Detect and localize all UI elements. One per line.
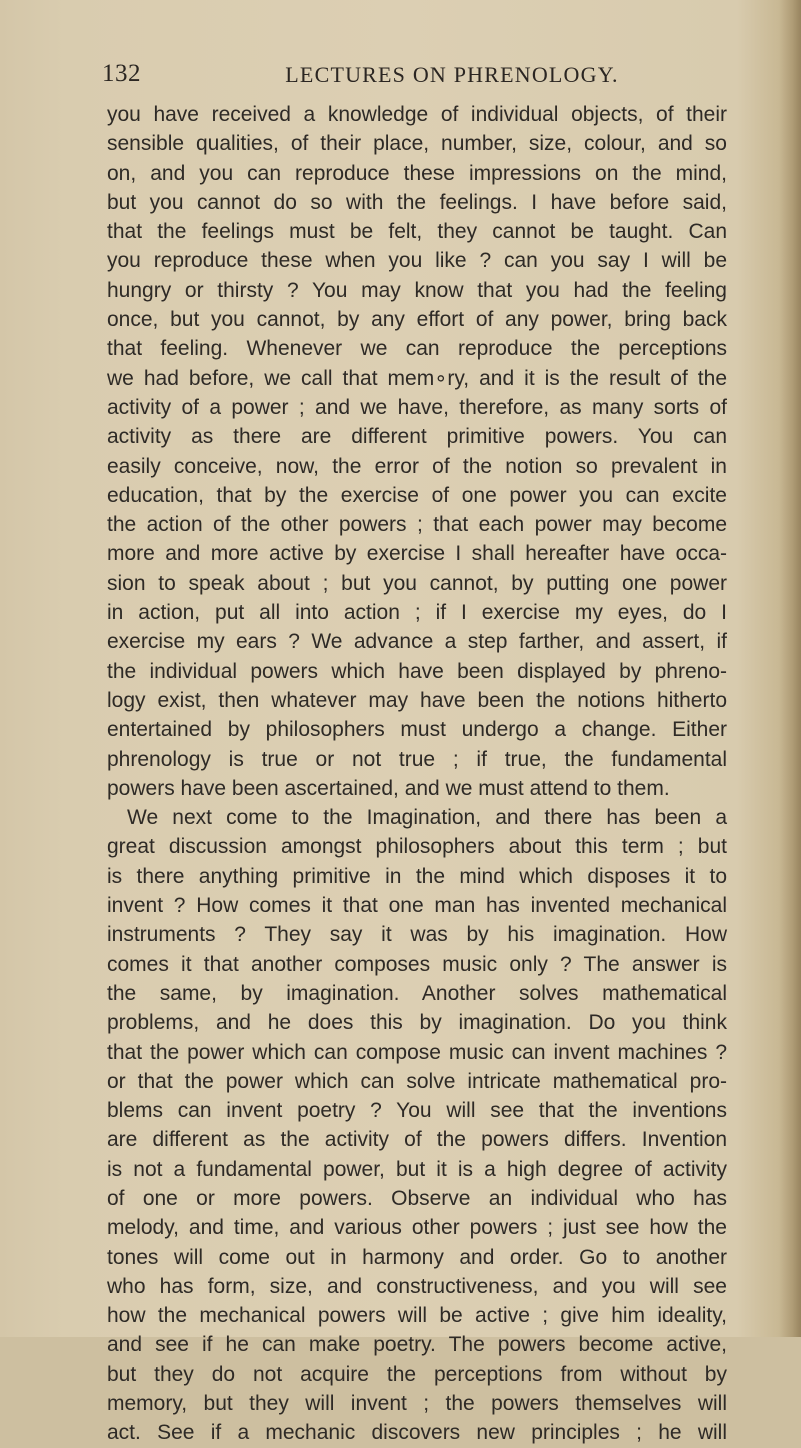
text-line: tones will come out in harmony and order. Go to another (107, 1245, 727, 1269)
text-line: how the mechanical powers will be active ; give him ideality, (107, 1304, 727, 1328)
text-line: powers have been ascertained, and we must attend to them. (107, 776, 670, 800)
text-line: but they do not acquire the perceptions from without by (107, 1362, 727, 1386)
text-line: once, but you cannot, by any effort of any power, bring back (107, 308, 727, 332)
text-line: or that the power which can solve intricate mathematical pro- (107, 1069, 727, 1093)
text-line: blems can invent poetry ? You will see that the inventions (107, 1099, 727, 1123)
text-line: phrenology is true or not true ; if true, the fundamental (107, 747, 727, 771)
text-line: sensible qualities, of their place, number, size, colour, and so (107, 132, 727, 156)
text-line: that the feelings must be felt, they cannot be taught. Can (107, 220, 727, 244)
page-number: 132 (102, 60, 141, 87)
text-line: is there anything primitive in the mind which disposes it to (107, 864, 727, 888)
text-line: the action of the other powers ; that each power may become (107, 513, 727, 537)
body-text (107, 100, 727, 1448)
text-line: that feeling. Whenever we can reproduce the perceptions (107, 337, 727, 361)
text-line: easily conceive, now, the error of the notion so prevalent in (107, 454, 727, 478)
text-line: logy exist, then whatever may have been the notions hitherto (107, 688, 727, 712)
text-line: and see if he can make poetry. The powers become active, (107, 1333, 727, 1357)
text-line: but you cannot do so with the feelings. I have before said, (107, 190, 727, 214)
text-line: the same, by imagination. Another solves mathematical (107, 981, 727, 1005)
text-line: of one or more powers. Observe an individual who has (107, 1186, 727, 1210)
text-line: activity as there are different primitive powers. You can (107, 425, 727, 449)
text-line: hungry or thirsty ? You may know that you had the feeling (107, 278, 727, 302)
text-line: are different as the activity of the powers differs. Invention (107, 1128, 727, 1152)
text-line: memory, but they will invent ; the powers themselves will (107, 1392, 727, 1416)
text-line: comes it that another composes music only ? The answer is (107, 952, 727, 976)
text-line: melody, and time, and various other powers ; just see how the (107, 1216, 727, 1240)
text-line: we had before, we call that mem∘ry, and it is the result of the (107, 366, 727, 390)
text-line: act. See if a mechanic discovers new principles ; he will (107, 1421, 727, 1445)
text-line: that the power which can compose music can invent machines ? (107, 1040, 727, 1064)
text-line: problems, and he does this by imagination. Do you think (107, 1011, 727, 1035)
running-title: LECTURES ON PHRENOLOGY. (285, 62, 619, 87)
page-edge-shadow (779, 0, 801, 1337)
text-line: you reproduce these when you like ? can you say I will be (107, 249, 727, 273)
text-line: sion to speak about ; but you cannot, by putting one power (107, 571, 727, 595)
text-line: who has form, size, and constructiveness, and you will see (107, 1274, 727, 1298)
text-line: the individual powers which have been displayed by phreno- (107, 659, 727, 683)
text-line: invent ? How comes it that one man has invented mechanical (107, 894, 727, 918)
text-line: instruments ? They say it was by his imagination. How (107, 923, 727, 947)
text-line: entertained by philosophers must undergo a change. Either (107, 718, 727, 742)
text-line: education, that by the exercise of one power you can excite (107, 483, 727, 507)
text-line: in action, put all into action ; if I exercise my eyes, do I (107, 601, 727, 625)
text-line: activity of a power ; and we have, therefore, as many sorts of (107, 395, 727, 419)
running-header (102, 60, 722, 96)
text-line: more and more active by exercise I shall hereafter have occa- (107, 542, 727, 566)
text-line: is not a fundamental power, but it is a high degree of activity (107, 1157, 727, 1181)
text-line: great discussion amongst philosophers about this term ; but (107, 835, 727, 859)
text-line: on, and you can reproduce these impressions on the mind, (107, 161, 727, 185)
text-line: We next come to the Imagination, and there has been a (127, 806, 727, 830)
text-line: you have received a knowledge of individual objects, of their (107, 103, 727, 126)
text-line: exercise my ears ? We advance a step farther, and assert, if (107, 630, 727, 654)
